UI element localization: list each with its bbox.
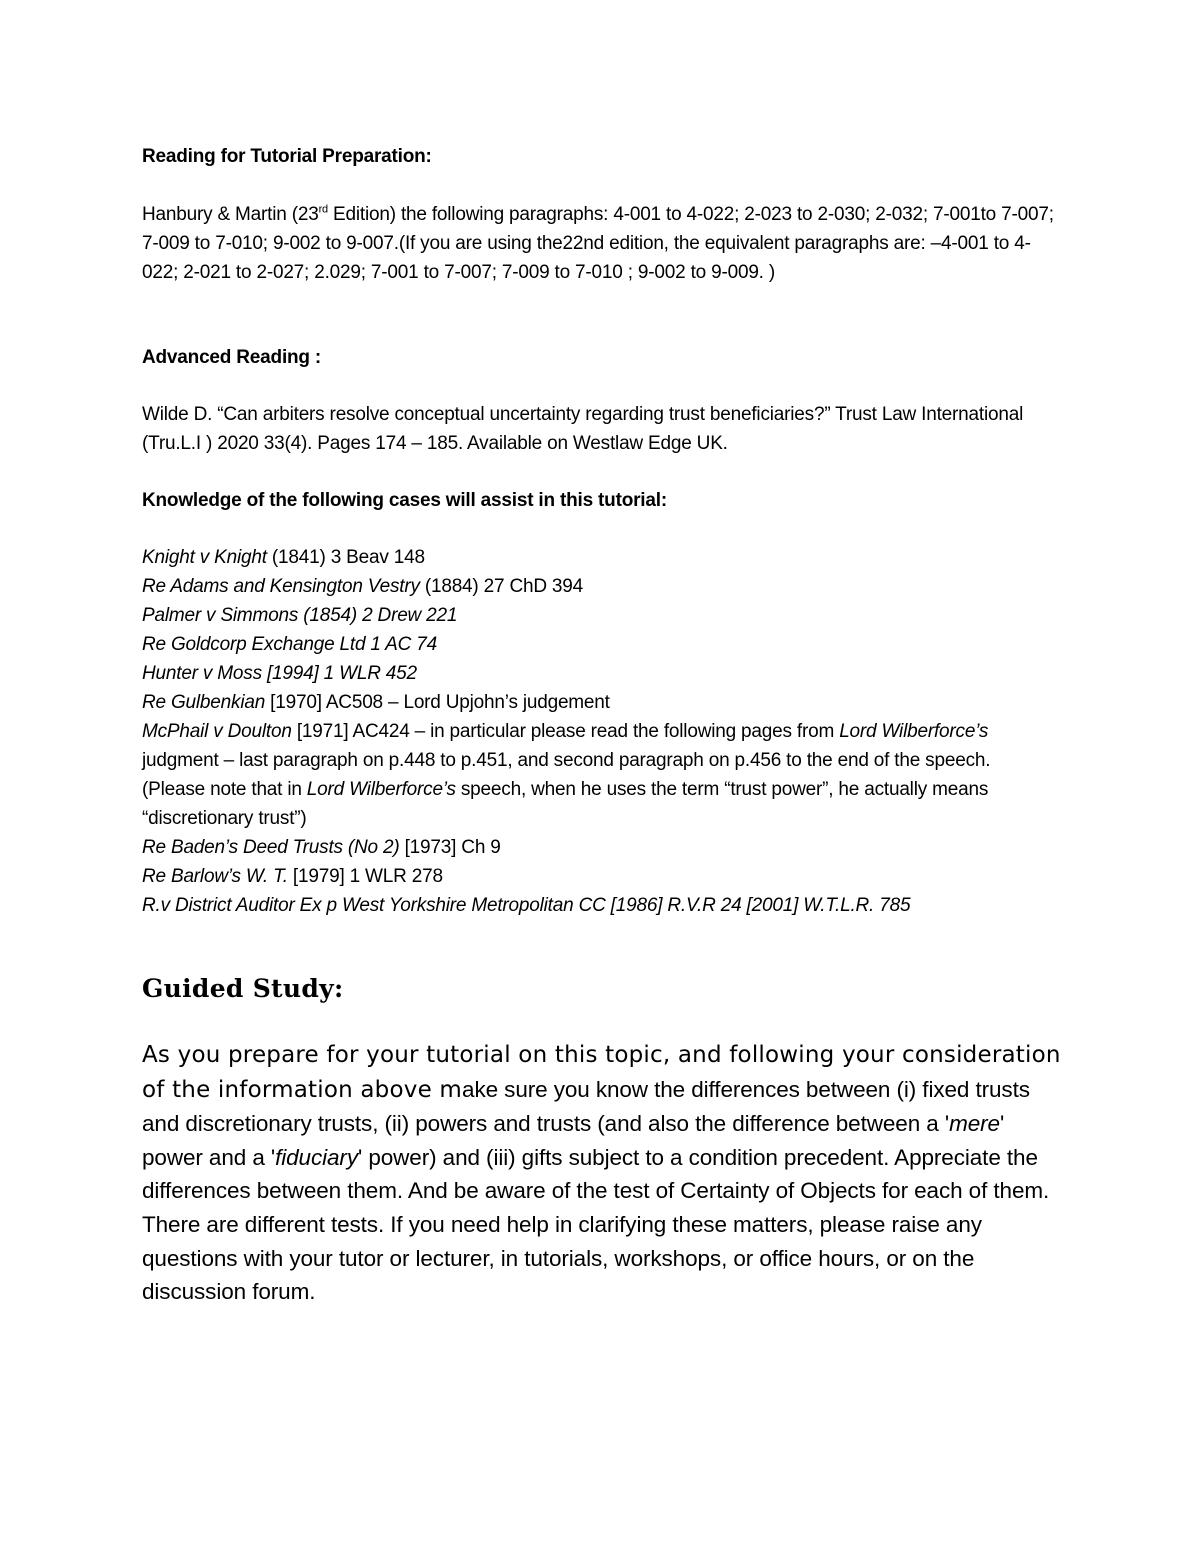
case-list <box>142 543 1062 920</box>
reading-text-sup: rd <box>318 203 328 216</box>
list-item: McPhail v Doulton [1971] AC424 – in particular please read the following pages from Lord Wilberforce’s judgment – last paragraph on p.448 to p.451, and second paragraph on p.456 to the end of the speech. (Please note that in Lord Wilberforce’s speech, when he uses the term “trust power”, he actually means “discretionary trust”) <box>142 721 991 829</box>
list-item: Palmer v Simmons (1854) 2 Drew 221 <box>142 605 458 626</box>
list-item: Re Gulbenkian [1970] AC508 – Lord Upjohn’s judgement <box>142 692 610 713</box>
reading-text <box>142 200 1057 287</box>
list-item: Re Baden’s Deed Trusts (No 2) [1973] Ch 9 <box>142 837 501 858</box>
advanced-text: Wilde D. “Can arbiters resolve conceptual uncertainty regarding trust beneficiaries?” Trust Law International (Tru.L.I ) 2020 33(4). Pages 174 – 185. Available on Westlaw Edge UK. <box>142 404 1024 454</box>
guided-study-text: As you prepare for your tutorial on this topic, and following your consideration of the information above make sure you know the differences between (i) fixed trusts and discretionary trusts, (ii) powers and trusts (and also the difference between a 'mere' power and a 'fiduciary' power) and (iii) gifts subject to a condition precedent. Appreciate the differences between them. And be aware of the test of Certainty of Objects for each of them. There are different tests. If you need help in clarifying these matters, please raise any questions with your tutor or lecturer, in tutorials, workshops, or office hours, or on the discussion forum. <box>142 1042 1061 1305</box>
advanced-heading: Advanced Reading : <box>142 347 322 368</box>
list-item: Hunter v Moss [1994] 1 WLR 452 <box>142 663 417 684</box>
list-item: Knight v Knight (1841) 3 Beav 148 <box>142 547 425 568</box>
guided-study-heading: Guided Study: <box>142 974 344 1003</box>
cases-heading: Knowledge of the following cases will assist in this tutorial: <box>142 490 667 511</box>
list-item: Re Barlow’s W. T. [1979] 1 WLR 278 <box>142 866 443 887</box>
reading-heading: Reading for Tutorial Preparation: <box>142 146 432 167</box>
list-item: R.v District Auditor Ex p West Yorkshire Metropolitan CC [1986] R.V.R 24 [2001] W.T.L.R. 785 <box>142 895 911 916</box>
guided-lead: As you prepare for your tutorial on this topic, and following your consideration of the information above m <box>142 1042 1061 1103</box>
reading-text-part1: Hanbury & Martin (23 <box>142 204 319 225</box>
list-item: Re Goldcorp Exchange Ltd 1 AC 74 <box>142 634 437 655</box>
list-item: Re Adams and Kensington Vestry (1884) 27 ChD 394 <box>142 576 584 597</box>
reading-text-part2: Edition) the following paragraphs: 4-001 to 4-022; 2-023 to 2-030; 2-032; 7-001to 7-007; 7-009 to 7-010; 9-002 to 9-007.(If you are using the22nd edition, the equivalent paragraphs are: –4-001 to 4-022; 2-021 to 2-027; 2.029; 7-001 to 7-007; 7-009 to 7-010 ; 9-002 to 9-009. ) <box>142 204 1054 283</box>
